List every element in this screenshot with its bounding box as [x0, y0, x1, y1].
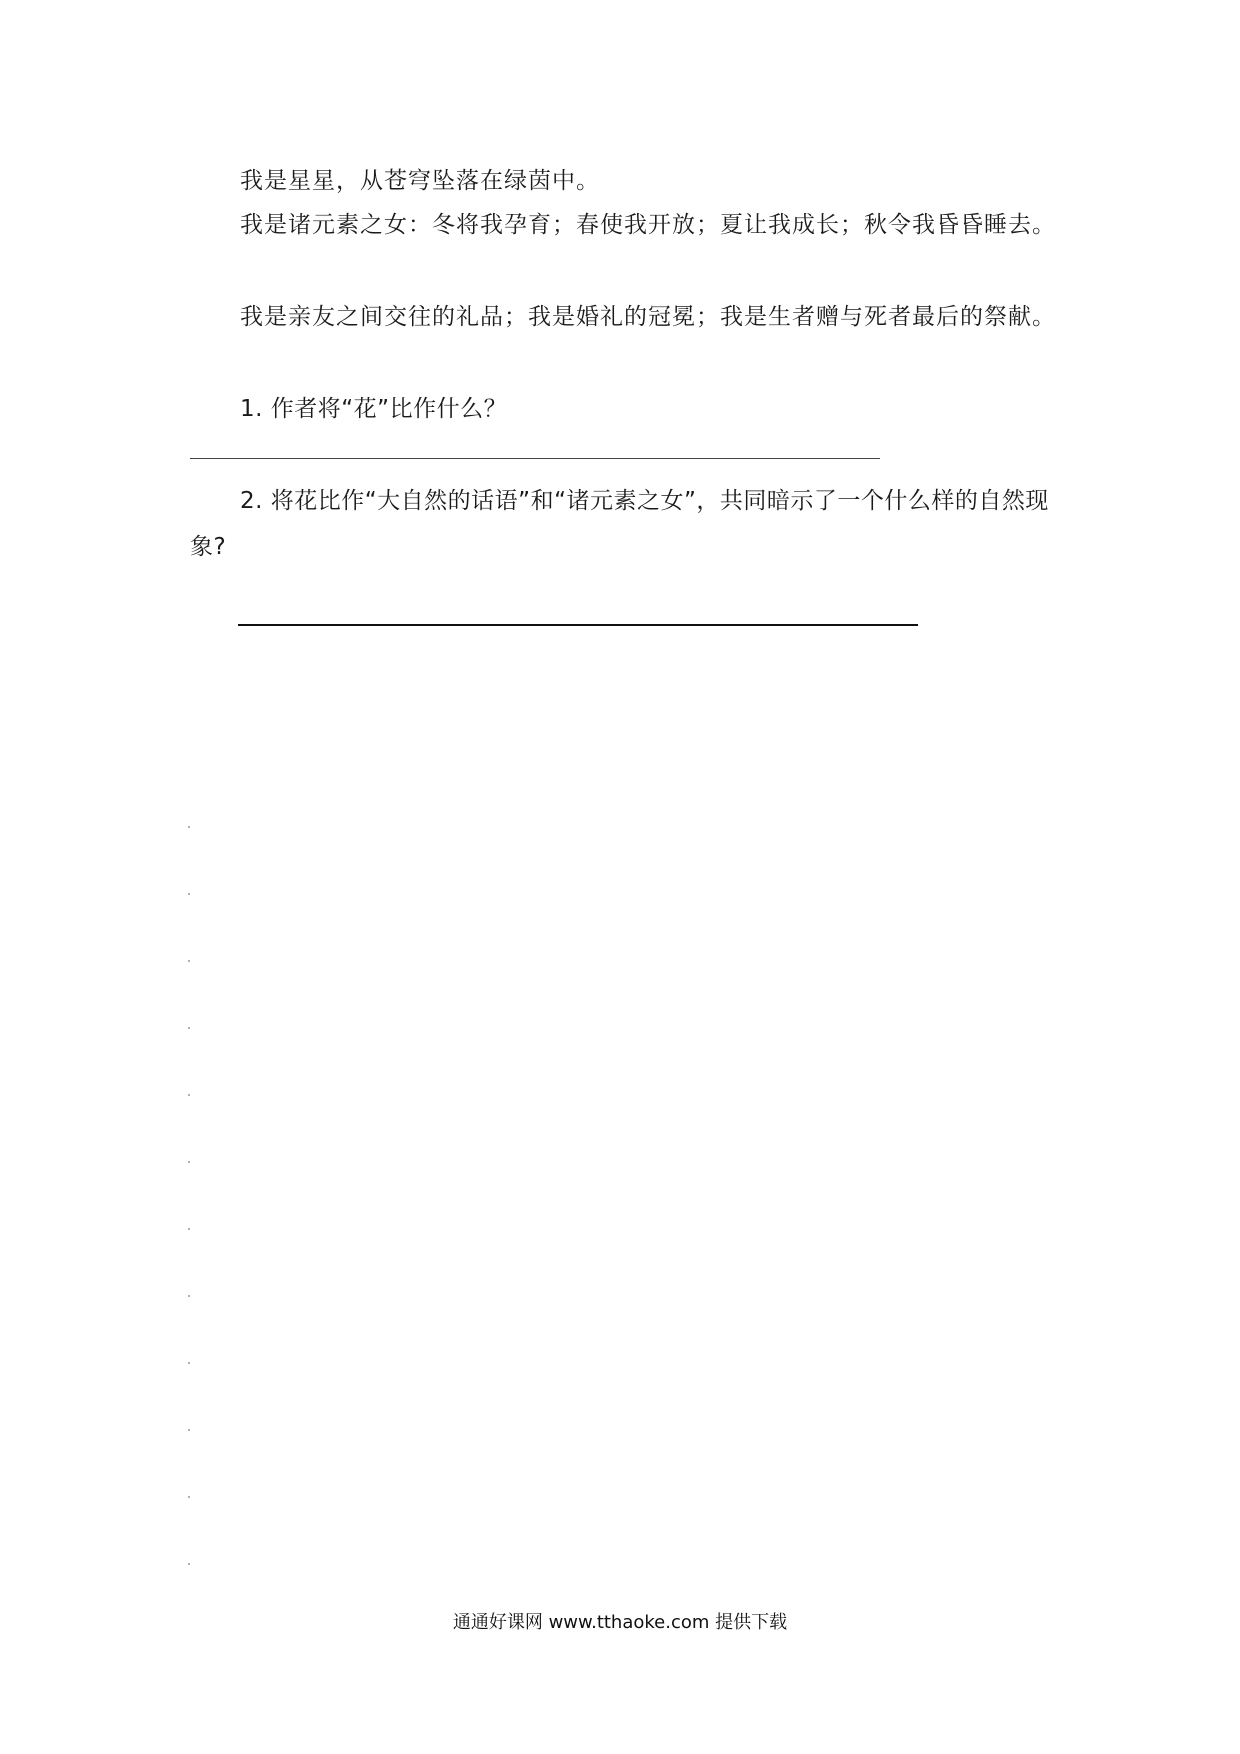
- margin-dot: [188, 1094, 190, 1096]
- margin-dot: [188, 826, 190, 828]
- passage-paragraph-1: 我是星星，从苍穹坠落在绿茵中。: [240, 168, 600, 194]
- margin-dot: [188, 1563, 190, 1565]
- question-2: 2. 将花比作“大自然的话语”和“诸元素之女”，共同暗示了一个什么样的自然现象?: [190, 488, 1049, 560]
- margin-dot: [188, 893, 190, 895]
- margin-dot: [188, 1295, 190, 1297]
- margin-dot: [188, 1429, 190, 1431]
- margin-dot: [188, 960, 190, 962]
- footer-credit: 通通好课网 www.tthaoke.com 提供下载: [452, 1612, 788, 1633]
- margin-dot: [188, 1027, 190, 1029]
- answer-line-1: [190, 458, 880, 459]
- passage-paragraph-3: 我是亲友之间交往的礼品；我是婚礼的冠冕；我是生者赠与死者最后的祭献。: [240, 304, 1056, 330]
- margin-dot: [188, 1228, 190, 1230]
- margin-dot: [188, 1161, 190, 1163]
- passage-paragraph-2: 我是诸元素之女：冬将我孕育；春使我开放；夏让我成长；秋令我昏昏睡去。: [240, 212, 1056, 238]
- question-1: 1. 作者将“花”比作什么？: [240, 396, 508, 422]
- answer-line-2: [238, 624, 918, 626]
- margin-dot: [188, 1496, 190, 1498]
- margin-dot: [188, 1362, 190, 1364]
